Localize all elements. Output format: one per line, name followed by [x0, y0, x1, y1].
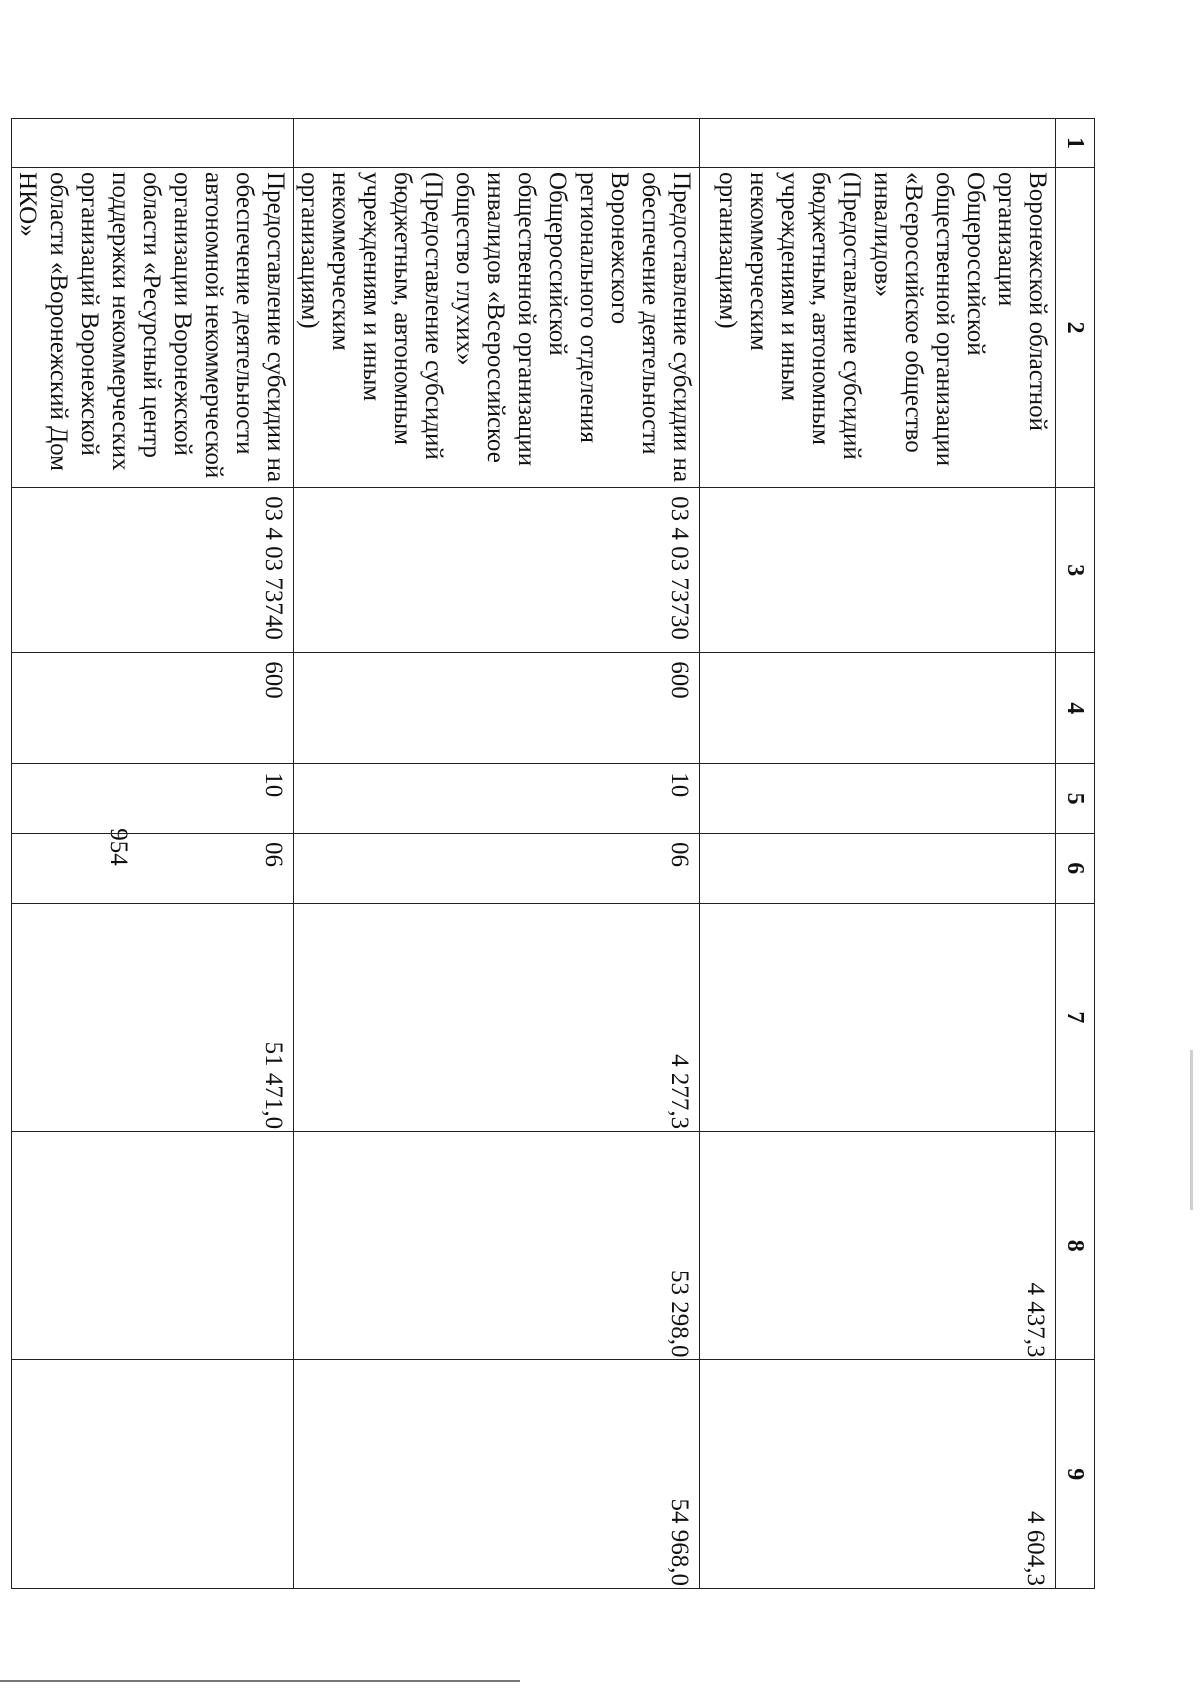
amount-cell-7: [700, 903, 1056, 1131]
description-cell: Предоставление субсидии на обеспечение деятельности автономной некоммерческой организации Воронежской области «Ресурсный центр поддержки некоммерческих организаций Воронежской области «Воронежский Дом НКО»: [12, 168, 294, 488]
description-cell: Воронежской областной организации Общероссийской общественной организации «Всероссийское общество инвалидов» (Предоставление субсидий бюджетным, автономным учреждениям и иным некоммерческим организациям): [700, 168, 1056, 488]
table-row: [700, 119, 1056, 1589]
scan-artifact-line: [1190, 1050, 1193, 1210]
column-header-8: 8: [1056, 1132, 1095, 1360]
amount-cell-8: 4 437,3: [700, 1132, 1056, 1360]
section-cell: 10: [294, 764, 700, 834]
amount-cell-8: [12, 1132, 294, 1360]
section-cell: 10: [12, 764, 294, 834]
row-number-cell: [294, 119, 700, 168]
column-header-5: 5: [1056, 764, 1095, 834]
column-header-7: 7: [1056, 903, 1095, 1131]
column-header-3: 3: [1056, 488, 1095, 653]
amount-cell-9: 4 604,3: [700, 1360, 1056, 1589]
column-header-2: 2: [1056, 168, 1095, 488]
expense-type-cell: [700, 653, 1056, 764]
table-header-row: [1056, 119, 1095, 1589]
section-cell: [700, 764, 1056, 834]
row-number-cell: [700, 119, 1056, 168]
amount-cell-9: [12, 1360, 294, 1589]
subsection-cell: [700, 833, 1056, 903]
target-article-cell: [700, 488, 1056, 653]
row-number-cell: [12, 119, 294, 168]
expense-type-cell: 600: [12, 653, 294, 764]
scan-bottom-edge: [0, 1680, 520, 1682]
expense-type-cell: 600: [294, 653, 700, 764]
amount-cell-7: 51 471,0: [12, 903, 294, 1131]
budget-table: [11, 118, 1095, 1589]
column-header-9: 9: [1056, 1360, 1095, 1589]
amount-cell-9: 54 968,0: [294, 1360, 700, 1589]
column-header-4: 4: [1056, 653, 1095, 764]
column-header-6: 6: [1056, 833, 1095, 903]
amount-cell-7: 4 277,3: [294, 903, 700, 1131]
description-cell: Предоставление субсидии на обеспечение деятельности Воронежского регионального отделения Общероссийской общественной организации инвалидов «Всероссийское общество глухих» (Предоставление субсидий бюджетным, автономным учреждениям и иным некоммерческим организациям): [294, 168, 700, 488]
page-number: 954: [105, 828, 132, 866]
amount-cell-8: 53 298,0: [294, 1132, 700, 1360]
subsection-cell: 06: [294, 833, 700, 903]
table-row: [294, 119, 700, 1589]
table-row: [12, 119, 294, 1589]
target-article-cell: 03 4 03 73740: [12, 488, 294, 653]
target-article-cell: 03 4 03 73730: [294, 488, 700, 653]
subsection-cell: 06: [12, 833, 294, 903]
column-header-1: 1: [1056, 119, 1095, 168]
